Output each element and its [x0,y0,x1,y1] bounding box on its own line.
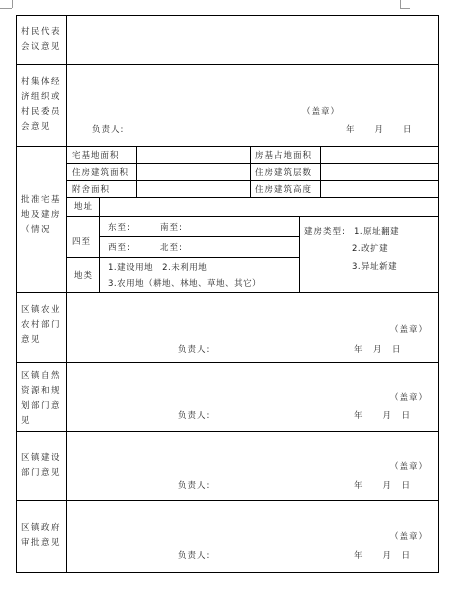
date-label: 年 月 日 [354,345,402,355]
row-label-construction-dept: 区镇建设部门意见 [21,453,62,478]
building-type-option-1: 1.原址翻建 [354,227,400,237]
row-label-village-representatives: 村民代表会议意见 [21,27,62,52]
date-label: 年 月 日 [354,551,412,561]
seal-text: （盖章） [390,532,429,542]
field-footprint-area: 房基占地面积 [255,151,313,161]
corner-mark [12,0,13,8]
field-address: 地址 [74,202,94,212]
boundary-south: 南至: [160,223,183,233]
person-in-charge-label: 负责人: [92,125,125,135]
field-boundaries: 四至 [72,237,92,247]
seal-text: （盖章） [390,462,429,472]
seal-text: （盖章） [390,325,429,335]
row-label-village-committee: 村集体经济组织或村民委员会意见 [21,77,62,132]
corner-mark [400,8,410,9]
person-in-charge-label: 负责人: [178,345,211,355]
row-label-approved-homestead: 批准宅基地及建房（情况 [21,195,62,235]
field-building-floors: 住房建筑层数 [255,168,313,178]
field-building-height: 住房建筑高度 [255,185,313,195]
boundary-west: 西至: [108,243,131,253]
field-annex-area: 附舍面积 [72,185,111,195]
corner-mark [0,8,12,9]
seal-text: （盖章） [390,393,429,403]
land-type-options-2: 3.农用地（耕地、林地、草地、其它） [108,279,262,289]
building-type-option-2: 2.改扩建 [352,244,389,254]
row-label-natural-resources-dept: 区镇自然资源和规划部门意见 [21,371,62,426]
field-land-type: 地类 [74,271,94,281]
person-in-charge-label: 负责人: [178,411,211,421]
field-building-area: 住房建筑面积 [72,168,130,178]
date-label: 年 月 日 [354,481,412,491]
date-label: 年 月 日 [354,411,412,421]
building-type-option-3: 3.异址新建 [352,262,398,272]
boundary-north: 北至: [160,243,183,253]
boundary-east: 东至: [108,223,131,233]
person-in-charge-label: 负责人: [178,481,211,491]
row-label-government-approval: 区镇政府审批意见 [21,523,62,548]
date-label: 年 月 日 [346,125,413,135]
person-in-charge-label: 负责人: [178,551,211,561]
land-type-options-1: 1.建设用地 2.未利用地 [108,263,208,273]
building-type-label: 建房类型: [304,227,346,237]
seal-text: （盖章） [302,107,341,117]
corner-mark [400,0,401,8]
field-homestead-area: 宅基地面积 [72,151,120,161]
row-label-agriculture-dept: 区镇农业农村部门意见 [21,305,62,345]
